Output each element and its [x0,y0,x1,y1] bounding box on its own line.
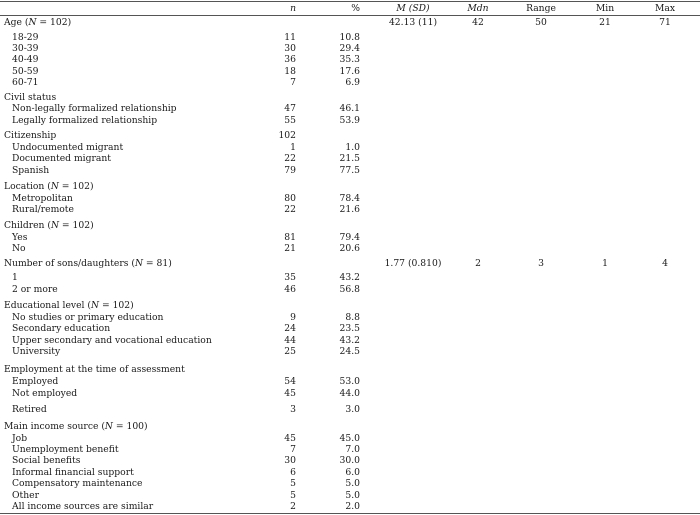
cell-n: 5 [290,490,296,501]
cell-n: 11 [284,32,296,43]
cell-percent: 46.1 [339,103,360,114]
cell-n: 54 [284,376,296,387]
cell-percent: 24.5 [339,346,360,357]
row-label: Location (N = 102) [4,181,94,192]
table-row [0,467,700,478]
table-row [0,364,700,375]
table-row [0,346,700,357]
cell-n: 55 [284,115,296,126]
table-row [0,323,700,334]
table-row [0,66,700,77]
cell-n: 18 [284,66,296,77]
row-label: Unemployment benefit [12,444,119,455]
cell-percent: 6.0 [345,467,360,478]
cell-n: 3 [290,404,296,415]
cell-percent: 6.9 [345,77,360,88]
header-median: Mdn [467,3,489,14]
cell-n: 46 [284,284,296,295]
row-label: Main income source (N = 100) [4,421,148,432]
top-rule [0,1,700,2]
cell-percent: 20.6 [339,243,360,254]
cell-percent: 3.0 [345,404,360,415]
cell-percent: 5.0 [345,478,360,489]
row-label: Secondary education [12,323,111,334]
cell-n: 7 [290,77,296,88]
cell-percent: 23.5 [339,323,360,334]
header-percent: % [351,3,360,14]
row-label: 60-71 [12,77,39,88]
cell-n: 6 [290,467,296,478]
table-row [0,376,700,387]
row-label: Age (N = 102) [4,17,72,28]
table-row [0,103,700,114]
table-row [0,17,700,28]
cell-range: 3 [538,258,544,269]
table-row [0,54,700,65]
table-row [0,444,700,455]
row-label: No studies or primary education [12,312,164,323]
row-label: Compensatory maintenance [12,478,143,489]
table-row [0,32,700,43]
table-row [0,142,700,153]
cell-percent: 2.0 [345,501,360,512]
row-label: Informal financial support [12,467,134,478]
table-row [0,193,700,204]
cell-percent: 5.0 [345,490,360,501]
cell-n: 5 [290,478,296,489]
cell-percent: 44.0 [339,388,360,399]
header-n: n [290,3,296,14]
table-row [0,421,700,432]
row-label: Documented migrant [12,153,111,164]
table-row [0,153,700,164]
row-label: Children (N = 102) [4,220,94,231]
row-label: University [12,346,61,357]
table-row [0,220,700,231]
cell-n: 102 [278,130,296,141]
header-min: Min [595,3,615,14]
table-row [0,300,700,311]
row-label: Yes [12,232,28,243]
table-row [0,388,700,399]
row-label: Other [12,490,39,501]
row-label: Educational level (N = 102) [4,300,134,311]
cell-n: 45 [284,388,296,399]
row-label: All income sources are similar [12,501,154,512]
cell-n: 47 [284,103,296,114]
cell-percent: 1.0 [345,142,360,153]
cell-n: 25 [284,346,296,357]
cell-n: 44 [284,335,296,346]
cell-n: 81 [284,232,296,243]
row-label: Not employed [12,388,78,399]
cell-mean-sd: 1.77 (0.810) [384,258,442,269]
table-row [0,335,700,346]
row-label: Rural/remote [12,204,74,215]
row-label: 30-39 [12,43,39,54]
cell-percent: 7.0 [345,444,360,455]
row-label: Retired [12,404,47,415]
table-row [0,115,700,126]
table-row [0,272,700,283]
cell-median: 42 [472,17,484,28]
cell-percent: 79.4 [339,232,360,243]
table-row [0,490,700,501]
row-label: Spanish [12,165,50,176]
cell-percent: 30.0 [339,455,360,466]
cell-max: 4 [662,258,668,269]
header-range: Range [526,3,556,14]
row-label: Upper secondary and vocational education [12,335,212,346]
row-label: Employed [12,376,59,387]
table-row [0,284,700,295]
table-row [0,43,700,54]
row-label: 50-59 [12,66,39,77]
row-label: 40-49 [12,54,39,65]
row-label: Social benefits [12,455,81,466]
row-label: 1 [12,272,18,283]
cell-percent: 17.6 [339,66,360,77]
table-row [0,258,700,269]
cell-range: 50 [535,17,547,28]
cell-percent: 21.5 [339,153,360,164]
row-label: Legally formalized relationship [12,115,158,126]
header-max: Max [654,3,676,14]
cell-n: 36 [284,54,296,65]
cell-n: 79 [284,165,296,176]
cell-percent: 43.2 [339,272,360,283]
row-label: Undocumented migrant [12,142,124,153]
cell-percent: 77.5 [339,165,360,176]
row-label: 18-29 [12,32,39,43]
cell-percent: 10.8 [339,32,360,43]
cell-percent: 29.4 [339,43,360,54]
cell-n: 24 [284,323,296,334]
table-row [0,433,700,444]
table-row [0,181,700,192]
table-row [0,77,700,88]
row-label: Citizenship [4,130,57,141]
bottom-rule [0,513,700,514]
table-row [0,165,700,176]
table-row [0,455,700,466]
cell-n: 22 [284,204,296,215]
row-label: No [12,243,26,254]
cell-percent: 53.0 [339,376,360,387]
row-label: Number of sons/daughters (N = 81) [4,258,172,269]
cell-n: 35 [284,272,296,283]
table-row [0,404,700,415]
cell-n: 45 [284,433,296,444]
cell-percent: 53.9 [339,115,360,126]
table-row [0,501,700,512]
row-label: Employment at the time of assessment [4,364,185,375]
table-row [0,312,700,323]
cell-n: 9 [290,312,296,323]
cell-n: 21 [284,243,296,254]
table-row [0,204,700,215]
cell-max: 71 [659,17,671,28]
cell-percent: 45.0 [339,433,360,444]
row-label: Job [12,433,28,444]
cell-n: 1 [290,142,296,153]
row-label: 2 or more [12,284,58,295]
cell-min: 21 [599,17,611,28]
cell-percent: 43.2 [339,335,360,346]
cell-n: 30 [284,43,296,54]
table-row [0,478,700,489]
cell-median: 2 [475,258,481,269]
row-label: Civil status [4,92,57,103]
cell-min: 1 [602,258,608,269]
cell-n: 22 [284,153,296,164]
cell-percent: 8.8 [345,312,360,323]
cell-percent: 35.3 [339,54,360,65]
cell-mean-sd: 42.13 (11) [388,17,438,28]
table-row [0,92,700,103]
cell-n: 7 [290,444,296,455]
cell-percent: 21.6 [339,204,360,215]
cell-percent: 78.4 [339,193,360,204]
cell-percent: 56.8 [339,284,360,295]
table-row [0,232,700,243]
cell-n: 80 [284,193,296,204]
cell-n: 2 [290,501,296,512]
table-row [0,243,700,254]
table-row [0,130,700,141]
row-label: Metropolitan [12,193,73,204]
row-label: Non-legally formalized relationship [12,103,177,114]
header-rule [0,15,700,16]
header-mean-sd: M (SD) [396,3,430,14]
cell-n: 30 [284,455,296,466]
